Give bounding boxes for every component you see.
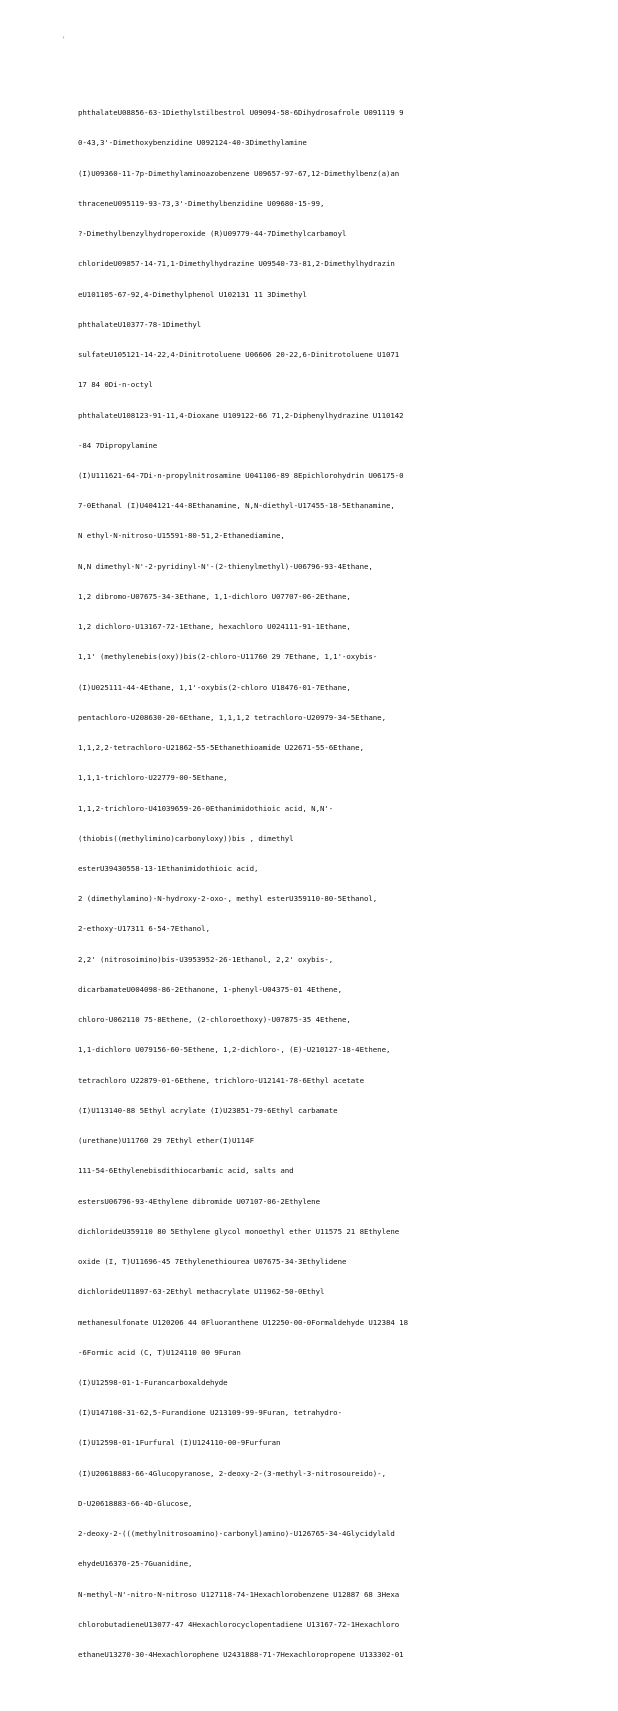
text-line: (I)U20618883-66-4Glucopyranose, 2-deoxy-2-(3-methyl-3-nitrosoureido)-, (78, 1468, 386, 1478)
text-line: D-U20618883-66-4D-Glucose, (78, 1498, 193, 1508)
text-line: 2-deoxy-2-(((methylnitrosoamino)-carbonyl)amino)-U126765-34-4Glycidylald (78, 1529, 395, 1539)
text-line: 1,1,2,2-tetrachloro-U21862-55-5Ethanethioamide U22671-55-6Ethane, (78, 743, 364, 753)
text-line: phthalateU10377-78-1Dimethyl (78, 319, 202, 329)
text-line: 2-ethoxy-U17311 6-54-7Ethanol, (78, 924, 210, 934)
text-line: 1,2 dichloro-U13167-72-1Ethane, hexachloro U024111-91-1Ethane, (78, 622, 351, 632)
text-line: sulfateU105121-14-22,4-Dinitrotoluene U06606 20-22,6-Dinitrotoluene U1071 (78, 350, 400, 360)
corner-mark: ' (62, 36, 66, 43)
text-line: (I)U111621-64-7Di-n-propylnitrosamine U041106-89 8Epichlorohydrin U06175-0 (78, 470, 404, 480)
text-line: ehydeU16370-25-7Guanidine, (78, 1559, 193, 1569)
text-line: chlorideU09857-14-71,1-Dimethylhydrazine U09540-73-81,2-Dimethylhydrazin (78, 259, 395, 269)
text-line: 7-0Ethanal (I)U404121-44-8Ethanamine, N,N-diethyl-U17455-18-5Ethanamine, (78, 501, 395, 511)
text-line: esterU39430558-13-1Ethanimidothioic acid, (78, 864, 259, 874)
text-line: thraceneU095119-93-73,3'-Dimethylbenzidine U09680-15-99, (78, 198, 325, 208)
text-line: (urethane)U11760 29 7Ethyl ether(I)U114F (78, 1136, 254, 1146)
text-line: 0-43,3'-Dimethoxybenzidine U092124-40-3Dimethylamine (78, 138, 307, 148)
text-line: chloro-U062110 75-8Ethene, (2-chloroethoxy)-U07875-35 4Ethene, (78, 1015, 351, 1025)
text-line: chlorobutadieneU13077-47 4Hexachlorocyclopentadiene U13167-72-1Hexachloro (78, 1619, 400, 1629)
text-line: methanesulfonate U120206 44 0Fluoranthene U12250-00-0Formaldehyde U12384 18 (78, 1317, 408, 1327)
text-line: N ethyl-N-nitroso-U15591-80-51,2-Ethanediamine, (78, 531, 285, 541)
chemical-list (78, 88, 598, 1711)
text-line: (I)U09360-11-7p-Dimethylaminoazobenzene U09657-97-67,12-Dimethylbenz(a)an (78, 168, 400, 178)
text-line: (I)U025111-44-4Ethane, 1,1'-oxybis(2-chloro U18476-01-7Ethane, (78, 682, 351, 692)
text-line: oxide (I, T)U11696-45 7Ethylenethiourea U07675-34-3Ethylidene (78, 1257, 347, 1267)
text-line: N,N dimethyl-N'-2-pyridinyl-N'-(2-thienylmethyl)-U06796-93-4Ethane, (78, 561, 373, 571)
text-line: eU101105-67-92,4-Dimethylphenol U102131 11 3Dimethyl (78, 289, 307, 299)
text-line: (I)U113140-88 5Ethyl acrylate (I)U23851-79-6Ethyl carbamate (78, 1105, 338, 1115)
text-line: 17 84 0Di-n-octyl (78, 380, 153, 390)
text-line: dicarbamateU004098-86-2Ethanone, 1-phenyl-U04375-01 4Ethene, (78, 984, 342, 994)
text-line: dichlorideU11897-63-2Ethyl methacrylate U11962-50-0Ethyl (78, 1287, 325, 1297)
text-line: phthalateU108123-91-11,4-Dioxane U109122-66 71,2-Diphenylhydrazine U110142 (78, 410, 404, 420)
text-line (78, 1680, 598, 1690)
text-line: tetrachloro U22879-01-6Ethene, trichloro-U12141-78-6Ethyl acetate (78, 1075, 364, 1085)
text-line: phthalateU08856-63-1Diethylstilbestrol U09094-58-6Dihydrosafrole U091119 9 (78, 108, 404, 118)
text-line: 2,2' (nitrosoimino)bis-U3953952-26-1Ethanol, 2,2' oxybis-, (78, 954, 334, 964)
text-line: (I)U147108-31-62,5-Furandione U213109-99-9Furan, tetrahydro- (78, 1408, 342, 1418)
text-line: 2 (dimethylamino)-N-hydroxy-2-oxo-, methyl esterU359110-80-5Ethanol, (78, 894, 378, 904)
text-line: -6Formic acid (C, T)U124110 00 9Furan (78, 1347, 241, 1357)
text-line: dichlorideU359110 80 5Ethylene glycol monoethyl ether U11575 21 8Ethylene (78, 1226, 400, 1236)
text-line: -84 7Dipropylamine (78, 440, 158, 450)
text-line: 111-54-6Ethylenebisdithiocarbamic acid, salts and (78, 1166, 294, 1176)
text-line: estersU06796-93-4Ethylene dibromide U07107-06-2Ethylene (78, 1196, 320, 1206)
text-line: 1,1' (methylenebis(oxy))bis(2-chloro-U11760 29 7Ethane, 1,1'-oxybis- (78, 652, 378, 662)
text-line: pentachloro-U208630-20-6Ethane, 1,1,1,2 tetrachloro-U20979-34-5Ethane, (78, 712, 386, 722)
text-line: ?-Dimethylbenzylhydroperoxide (R)U09779-44-7Dimethylcarbamoyl (78, 229, 347, 239)
text-line: (thiobis((methylimino)carbonyloxy))bis , dimethyl (78, 833, 294, 843)
text-line: 1,1,1-trichloro-U22779-00-5Ethane, (78, 773, 228, 783)
text-line: (I)U12598-01-1Furfural (I)U124110-00-9Furfuran (78, 1438, 281, 1448)
text-line: ethaneU13270-30-4Hexachlorophene U2431888-71-7Hexachloropropene U133302-01 (78, 1650, 404, 1660)
text-line: 1,2 dibromo-U07675-34-3Ethane, 1,1-dichloro U07707-06-2Ethane, (78, 591, 351, 601)
text-line: (I)U12598-01-1-Furancarboxaldehyde (78, 1378, 228, 1387)
text-line: N-methyl-N'-nitro-N-nitroso U127118-74-1Hexachlorobenzene U12887 68 3Hexa (78, 1589, 400, 1599)
text-line: 1,1-dichloro U079156-60-5Ethene, 1,2-dichloro-, (E)-U210127-18-4Ethene, (78, 1045, 391, 1055)
text-line: 1,1,2-trichloro-U41039659-26-0Ethanimidothioic acid, N,N'- (78, 803, 334, 813)
